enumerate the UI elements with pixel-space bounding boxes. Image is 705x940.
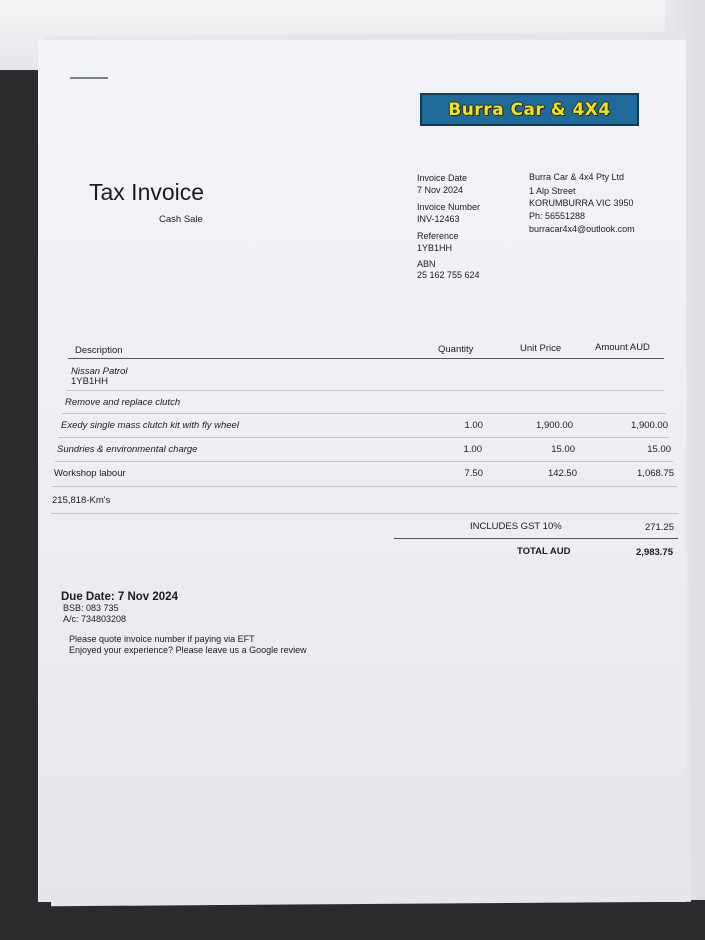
reference-value: 1YB1HH (417, 243, 453, 253)
header-quantity: Quantity (438, 344, 474, 355)
reference-label: Reference (417, 231, 459, 241)
business-name: Burra Car & 4x4 Pty Ltd (529, 172, 625, 182)
due-date: Due Date: 7 Nov 2024 (61, 591, 178, 603)
invoice-page (38, 40, 686, 902)
total-label: TOTAL AUD (517, 546, 571, 557)
payment-note: Please quote invoice number if paying via EFT (69, 634, 255, 644)
row-divider (58, 437, 669, 438)
row-divider (51, 513, 679, 514)
gst-label: INCLUDES GST 10% (470, 521, 562, 532)
header-unit-price: Unit Price (520, 343, 562, 354)
review-note: Enjoyed your experience? Please leave us a Google review (69, 645, 307, 655)
line-quantity: 7.50 (464, 468, 483, 479)
job-note: Remove and replace clutch (65, 397, 181, 408)
row-divider (62, 413, 666, 414)
row-divider (52, 486, 677, 487)
invoice-number: INV-12463 (417, 214, 460, 224)
sale-type: Cash Sale (159, 214, 203, 225)
total-value: 2,983.75 (636, 547, 673, 558)
gst-value: 271.25 (644, 522, 674, 533)
bsb-number: BSB: 083 735 (63, 603, 119, 613)
logo-text: Burra Car & 4X4 (448, 99, 611, 120)
line-amount: 1,068.75 (637, 468, 674, 479)
line-quantity: 1.00 (463, 444, 482, 455)
invoice-number-label: Invoice Number (417, 202, 481, 212)
line-description: Workshop labour (54, 468, 126, 479)
abn-label: ABN (417, 259, 436, 269)
line-unit-price: 15.00 (551, 444, 575, 455)
business-phone: Ph: 56551288 (529, 211, 586, 221)
abn-value: 25 162 755 624 (417, 270, 480, 280)
line-description: Sundries & environmental charge (57, 444, 198, 455)
vehicle-rego: 1YB1HH (71, 376, 108, 387)
row-divider (55, 461, 673, 462)
header-divider (68, 358, 664, 359)
line-amount: 1,900.00 (631, 420, 668, 431)
staple-mark (70, 77, 108, 79)
header-amount: Amount AUD (595, 342, 650, 353)
business-street: 1 Alp Street (529, 186, 576, 196)
business-logo (420, 93, 639, 126)
business-city: KORUMBURRA VIC 3950 (529, 198, 634, 208)
line-description: Exedy single mass clutch kit with fly wheel (61, 420, 239, 431)
account-number: A/c: 734803208 (63, 614, 127, 624)
line-amount: 15.00 (647, 444, 671, 455)
business-email: burracar4x4@outlook.com (529, 224, 635, 234)
row-divider (66, 390, 664, 391)
line-quantity: 1.00 (464, 420, 483, 431)
line-unit-price: 142.50 (547, 468, 577, 479)
invoice-date: 7 Nov 2024 (417, 185, 464, 195)
invoice-date-label: Invoice Date (417, 173, 468, 183)
invoice-title: Tax Invoice (89, 179, 205, 205)
line-unit-price: 1,900.00 (536, 420, 573, 431)
header-description: Description (75, 345, 123, 356)
vehicle-model: Nissan Patrol (71, 366, 128, 377)
odometer-note: 215,818-Km's (52, 495, 111, 506)
totals-divider (394, 538, 678, 539)
